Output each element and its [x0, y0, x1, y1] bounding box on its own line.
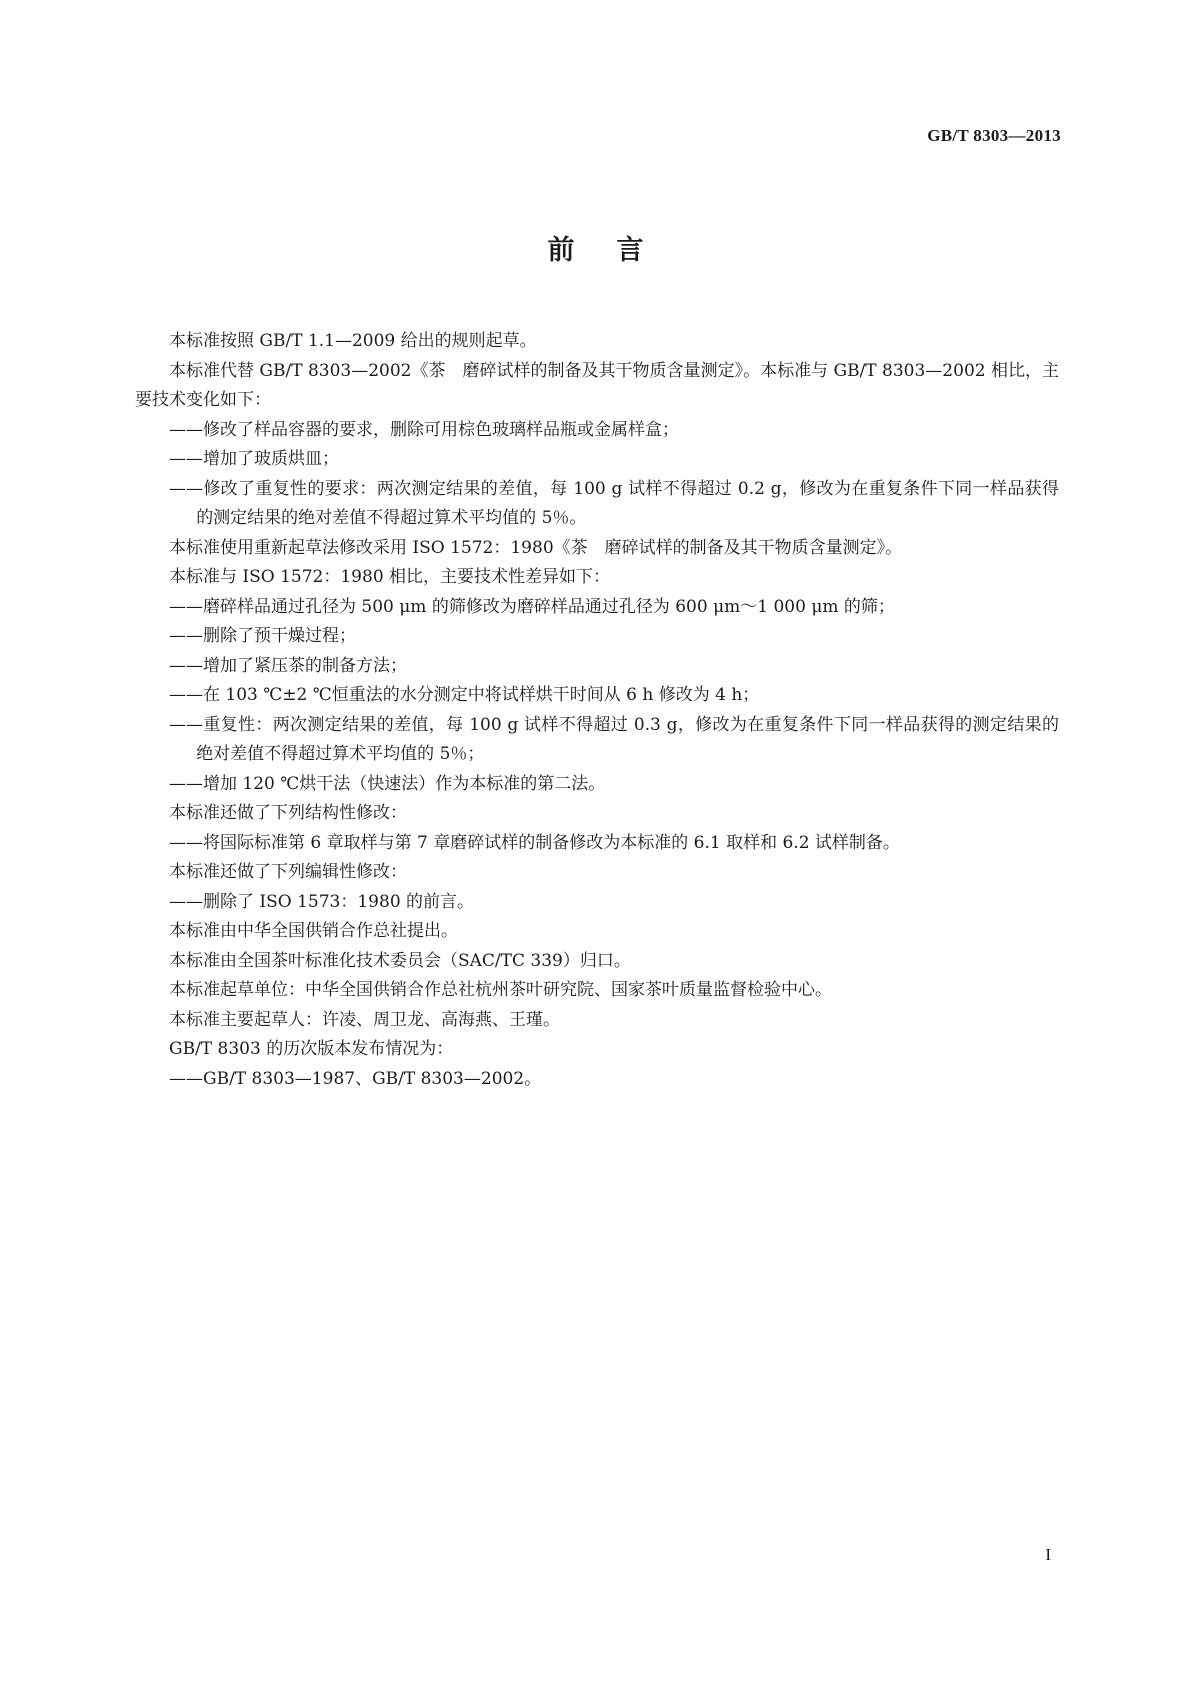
paragraph: 本标准代替 GB/T 8303—2002《茶 磨碎试样的制备及其干物质含量测定》。本标准与 GB/T 8303—2002 相比，主要技术变化如下： [135, 360, 1059, 410]
list-item: ——重复性：两次测定结果的差值，每 100 g 试样不得超过 0.3 g，修改为在重复条件下同一样品获得的测定结果的绝对差值不得超过算术平均值的 5％； [169, 714, 1059, 764]
foreword-body [135, 327, 1059, 1094]
list-item: ——GB/T 8303—1987、GB/T 8303—2002。 [169, 1068, 542, 1089]
list-item: ——增加 120 ℃烘干法（快速法）作为本标准的第二法。 [169, 773, 606, 794]
paragraph: 本标准还做了下列编辑性修改： [169, 862, 407, 882]
paragraph: 本标准由全国茶叶标准化技术委员会（SAC/TC 339）归口。 [169, 950, 631, 971]
page-number: I [1045, 1545, 1051, 1564]
list-item: ——磨碎样品通过孔径为 500 μm 的筛修改为磨碎样品通过孔径为 600 μm～1 000 μm 的筛； [169, 596, 895, 617]
list-item: ——修改了样品容器的要求，删除可用棕色玻璃样品瓶或金属样盒； [169, 419, 679, 440]
list-item: ——增加了玻质烘皿； [169, 449, 339, 469]
paragraph: GB/T 8303 的历次版本发布情况为： [169, 1039, 454, 1059]
paragraph: 本标准按照 GB/T 1.1—2009 给出的规则起草。 [169, 331, 537, 351]
list-item: ——删除了 ISO 1573：1980 的前言。 [169, 891, 475, 912]
list-item: ——增加了紧压茶的制备方法； [169, 655, 407, 676]
list-item: ——修改了重复性的要求：两次测定结果的差值，每 100 g 试样不得超过 0.2 g，修改为在重复条件下同一样品获得的测定结果的绝对差值不得超过算术平均值的 5％。 [169, 478, 1059, 528]
paragraph: 本标准由中华全国供销合作总社提出。 [169, 921, 458, 941]
list-item: ——将国际标准第 6 章取样与第 7 章磨碎试样的制备修改为本标准的 6.1 取样和 6.2 试样制备。 [169, 832, 900, 853]
paragraph: 本标准使用重新起草法修改采用 ISO 1572：1980《茶 磨碎试样的制备及其干物质含量测定》。 [169, 537, 903, 558]
paragraph: 本标准起草单位：中华全国供销合作总社杭州茶叶研究院、国家茶叶质量监督检验中心。 [169, 980, 832, 1000]
page-title: 前言 [547, 235, 686, 266]
document-code: GB/T 8303—2013 [927, 126, 1061, 145]
list-item: ——删除了预干燥过程； [169, 626, 356, 646]
paragraph: 本标准主要起草人：许凌、周卫龙、高海燕、王瑾。 [169, 1009, 560, 1030]
paragraph: 本标准与 ISO 1572：1980 相比，主要技术性差异如下： [169, 567, 611, 587]
list-item: ——在 103 ℃±2 ℃恒重法的水分测定中将试样烘干时间从 6 h 修改为 4 h； [169, 685, 760, 705]
paragraph: 本标准还做了下列结构性修改： [169, 803, 407, 823]
